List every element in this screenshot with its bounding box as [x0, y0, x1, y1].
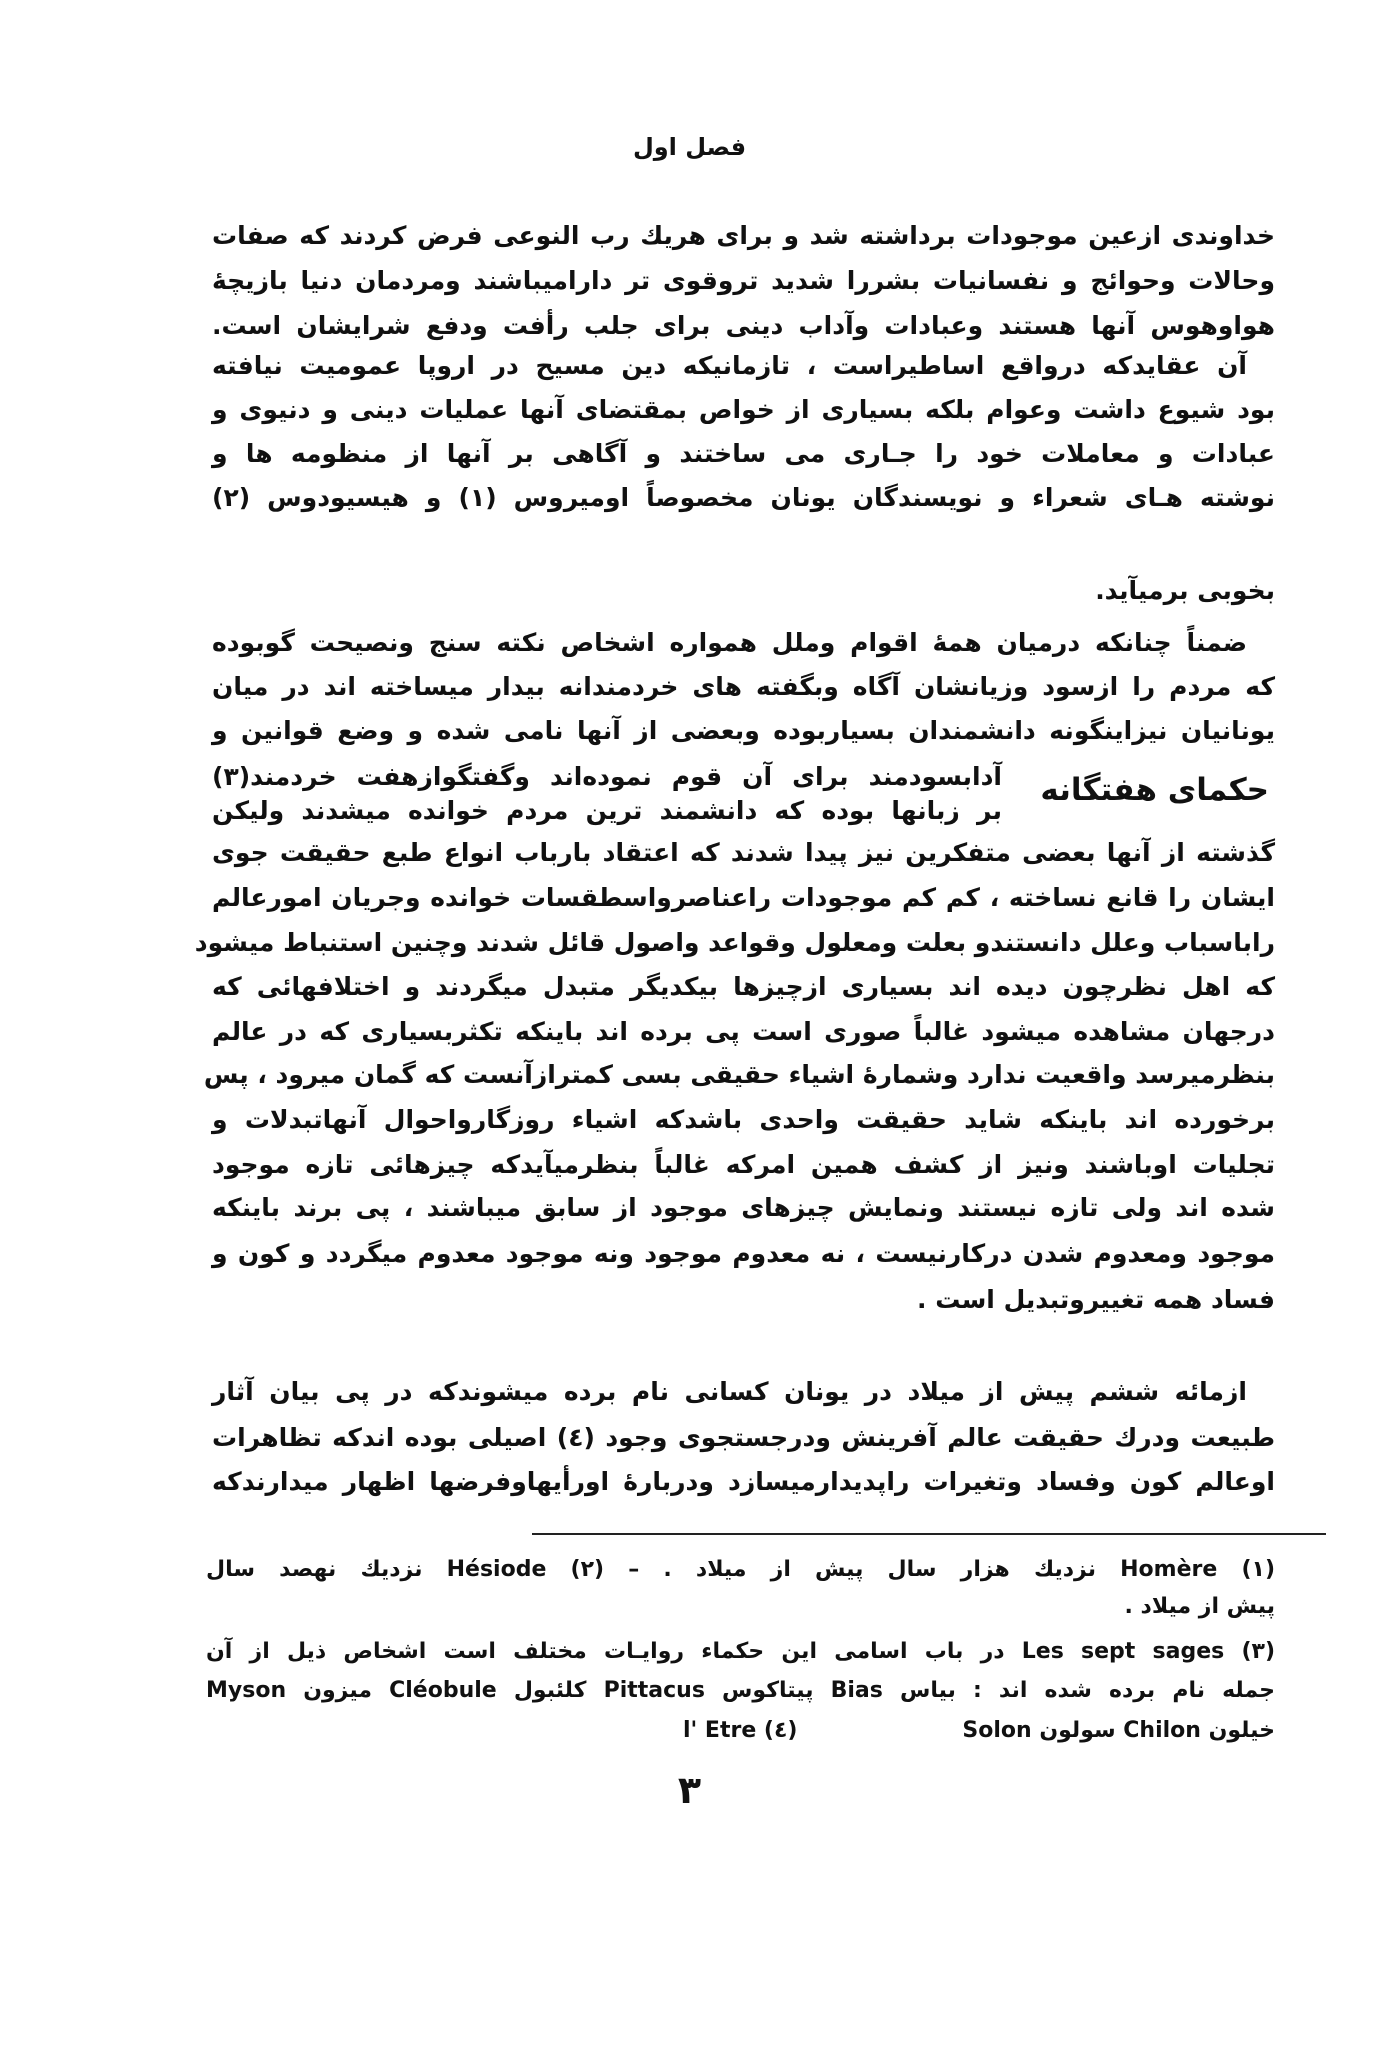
- text-line: راباسباب وعلل دانستندو بعلت ومعلول وقواعد واصول قائل شدند وچنین استنباط میشود: [194, 928, 1275, 957]
- text-line: فساد همه تغییروتبدیل است .: [917, 1285, 1275, 1314]
- text-line: برخورده اند باینکه شاید حقیقت واحدی باشدکه اشیاء روزگارواحوال آنهاتبدلات و: [212, 1105, 1275, 1134]
- text-line: وحالات وحوائج و نفسانیات بشررا شدید تروقوی تر دارامیباشند ومردمان دنیا بازیچهٔ: [212, 266, 1275, 295]
- footnote: (۳) Les sept sages در باب اسامی این حکماء روایـات مختلف است اشخاص ذیل از آن: [206, 1639, 1276, 1664]
- text-line: عبادات و معاملات خود را جـاری می ساختند و آگاهی بر آنها از منظومه ها و: [212, 439, 1275, 468]
- text-line: که مردم را ازسود وزیانشان آگاه وبگفته های خردمندانه بیدار میساخته اند در میان: [212, 672, 1275, 701]
- side-heading: حکمای هفتگانه: [1040, 772, 1269, 808]
- footnote: خیلون Chilon سولون Solon: [962, 1718, 1275, 1743]
- text-line: گذشته از آنها بعضی متفکرین نیز پیدا شدند که اعتقاد بارباب انواع طبع حقیقت جوی: [212, 838, 1275, 867]
- text-line: بود شیوع داشت وعوام بلکه بسیاری از خواص بمقتضای آنها عملیات دینی و دنیوی و: [212, 395, 1275, 424]
- footnote: پیش از میلاد .: [1124, 1594, 1275, 1619]
- footnote: جمله نام برده شده اند : بیاس Bias پیتاکوس Pittacus کلئبول Cléobule میزون Myson: [206, 1678, 1276, 1703]
- page-number: ۳: [677, 1768, 702, 1812]
- footnote: (۱) Homère نزدیك هزار سال پیش از میلاد . – (۲) Hésiode نزدیك نهصد سال: [206, 1557, 1275, 1582]
- footnote-divider: [532, 1533, 1326, 1535]
- text-line: آدابسودمند برای آن قوم نموده‌اند وگفتگوازهفت خردمند(۳): [212, 762, 1002, 791]
- text-line: بخوبی برمیآید.: [1095, 576, 1275, 605]
- chapter-title: فصل اول: [632, 133, 747, 161]
- text-line: ضمناً چنانکه درمیان همهٔ اقوام وملل همواره اشخاص نکته سنج ونصیحت گوبوده: [212, 628, 1247, 657]
- text-line: خداوندی ازعین موجودات برداشته شد و برای هریك رب النوعی فرض کردند که صفات: [212, 221, 1275, 250]
- text-line: نوشته هـای شعراء و نویسندگان یونان مخصوصاً اومیروس (۱) و هیسیودوس (۲): [212, 483, 1275, 512]
- text-line: بنظرمیرسد واقعیت ندارد وشمارهٔ اشیاء حقیقی بسی کمترازآنست که گمان میرود ، پس: [203, 1060, 1275, 1089]
- text-line: آن عقایدکه درواقع اساطیراست ، تازمانیکه دین مسیح در اروپا عمومیت نیافته: [212, 351, 1247, 380]
- text-line: تجلیات اوباشند ونیز از کشف همین امرکه غالباً بنظرمیآیدکه چیزهائی تازه موجود: [212, 1150, 1275, 1179]
- text-line: شده اند ولی تازه نیستند ونمایش چیزهای موجود از سابق میباشند ، پی برند باینکه: [212, 1193, 1275, 1222]
- text-line: اوعالم کون وفساد وتغیرات راپدیدارمیسازد ودربارهٔ اورأیهاوفرضها اظهار میدارندکه: [212, 1467, 1275, 1496]
- text-line: یونانیان نیزاینگونه دانشمندان بسیاربوده وبعضی از آنها نامی شده و وضع قوانین و: [212, 716, 1275, 745]
- footnote: (٤) l' Etre: [683, 1718, 798, 1743]
- text-line: ایشان را قانع نساخته ، کم کم موجودات راعناصرواسطقسات خوانده وجریان امورعالم: [212, 883, 1275, 912]
- text-line: درجهان مشاهده میشود غالباً صوری است پی برده اند باینکه تکثربسیاری که در عالم: [212, 1017, 1275, 1046]
- text-line: بر زبانها بوده که دانشمند ترین مردم خوانده میشدند ولیکن: [212, 796, 1002, 825]
- text-line: طبیعت ودرك حقیقت عالم آفرینش ودرجستجوی وجود (٤) اصیلی بوده اندکه تظاهرات: [212, 1423, 1276, 1452]
- text-line: ازمائه ششم پیش از میلاد در یونان کسانی نام برده میشوندکه در پی بیان آثار: [212, 1377, 1247, 1406]
- text-line: موجود ومعدوم شدن درکارنیست ، نه معدوم موجود ونه موجود معدوم میگردد و کون و: [212, 1239, 1275, 1268]
- text-line: که اهل نظرچون دیده اند بسیاری ازچیزها بیکدیگر متبدل میگردند و اختلافهائی که: [212, 972, 1275, 1001]
- text-line: هواوهوس آنها هستند وعبادات وآداب دینی برای جلب رأفت ودفع شرایشان است.: [212, 311, 1275, 340]
